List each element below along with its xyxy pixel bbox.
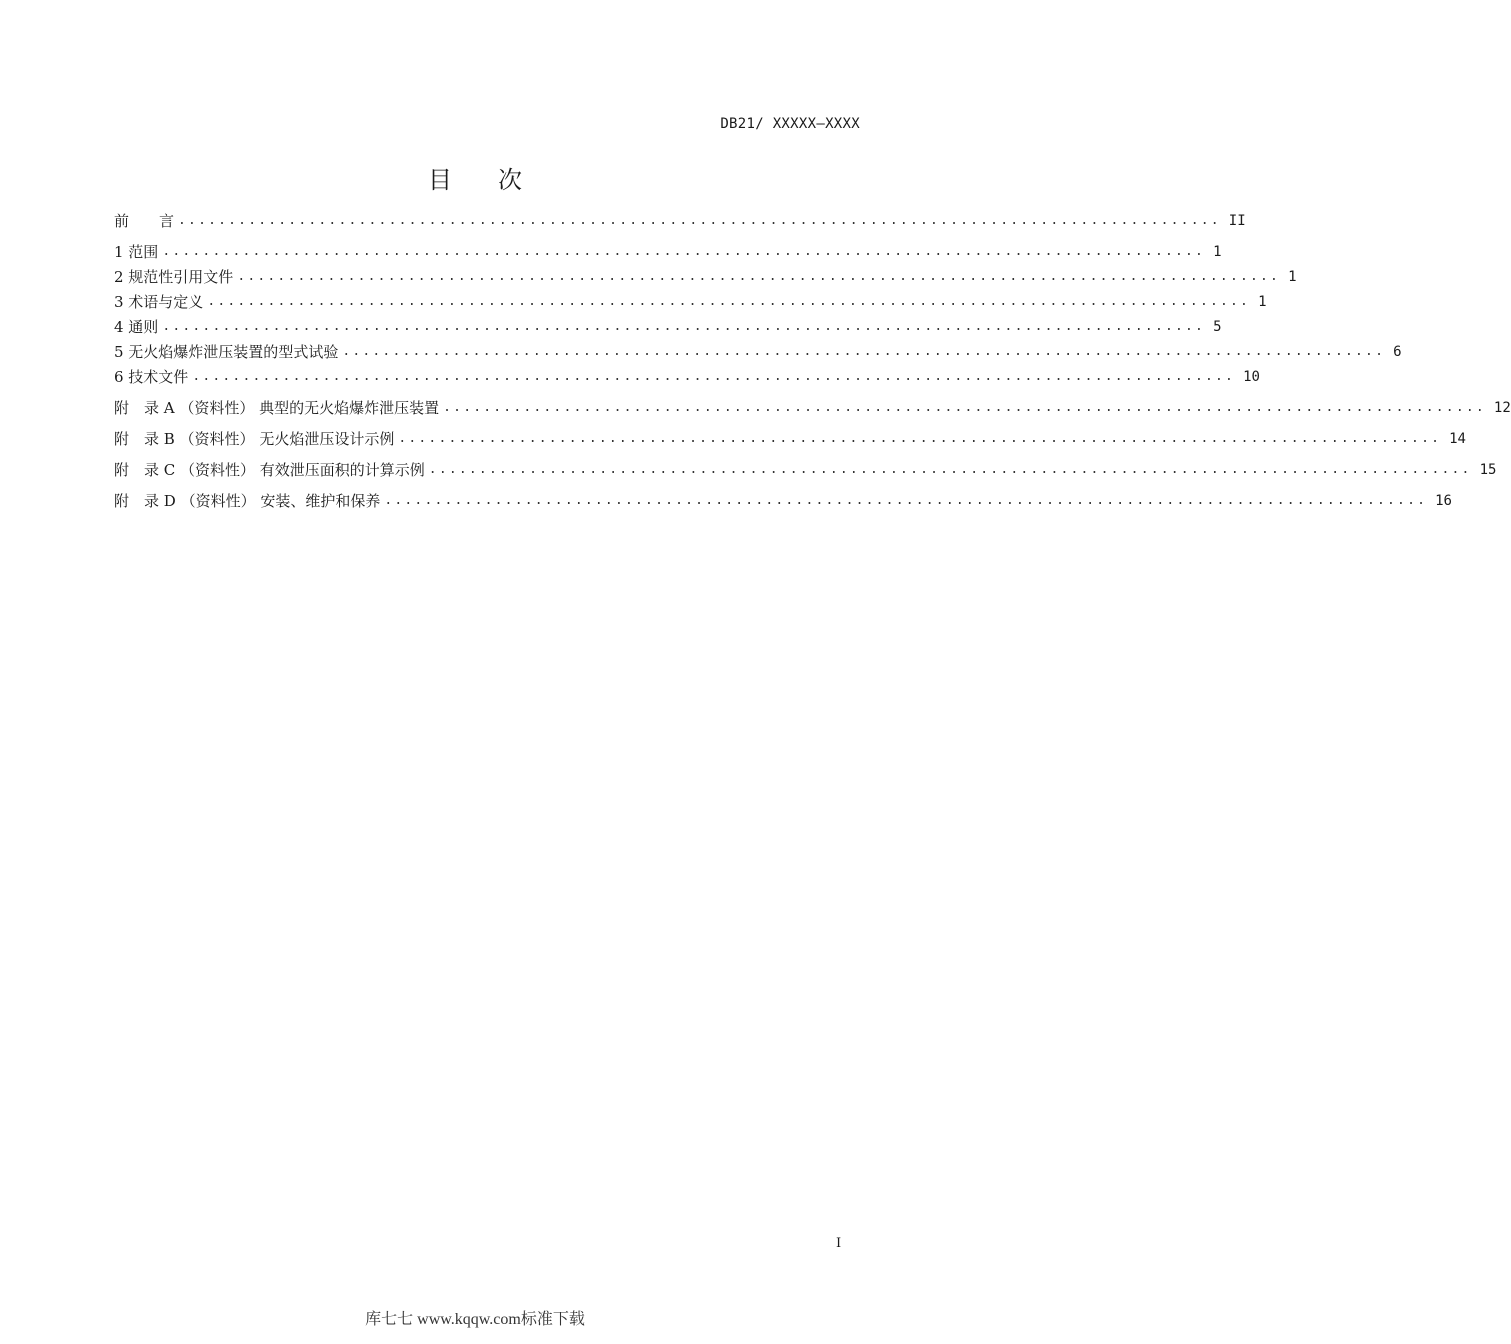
toc-leader-dots: ........................................................................................................ (162, 319, 1206, 334)
toc-entry-terms[interactable] (114, 291, 1267, 313)
toc-entry-label: 4 通则 (114, 316, 162, 338)
toc-leader-dots: ........................................................................................................ (178, 213, 1221, 228)
toc-entry-label: 附 录 B （资料性） 无火焰泄压设计示例 (114, 428, 398, 450)
toc-entry-label: 5 无火焰爆炸泄压装置的型式试验 (114, 341, 342, 363)
toc-leader-dots: ........................................................................................................ (207, 294, 1251, 309)
toc-leader-dots: ........................................................................................................ (398, 431, 1442, 446)
toc-entry-page: 5 (1213, 319, 1222, 335)
toc-leader-dots: ........................................................................................................ (443, 400, 1486, 415)
toc-entry-foreword[interactable] (114, 210, 1246, 232)
toc-entry-page: 10 (1243, 369, 1260, 385)
toc-entry-page: 1 (1213, 244, 1222, 260)
toc-entry-technical-documents[interactable] (114, 366, 1260, 388)
toc-entry-label: 附 录 A （资料性） 典型的无火焰爆炸泄压装置 (114, 397, 443, 419)
document-code: DB21/ XXXXX—XXXX (720, 116, 860, 132)
toc-entry-scope[interactable] (114, 241, 1222, 263)
toc-entry-page: 14 (1449, 431, 1466, 447)
toc-entry-label: 前 言 (114, 210, 178, 232)
toc-entry-appendix-d[interactable] (114, 490, 1452, 512)
toc-entry-page: 1 (1258, 294, 1267, 310)
toc-entry-label: 3 术语与定义 (114, 291, 207, 313)
toc-leader-dots: ........................................................................................................ (428, 462, 1472, 477)
toc-entry-label: 附 录 C （资料性） 有效泄压面积的计算示例 (114, 459, 429, 481)
toc-entry-appendix-a[interactable] (114, 397, 1511, 419)
toc-entry-appendix-c[interactable] (114, 459, 1497, 481)
toc-entry-page: 12 (1493, 400, 1511, 416)
toc-entry-label: 2 规范性引用文件 (114, 266, 237, 288)
toc-entry-label: 1 范围 (114, 241, 162, 263)
toc-entry-type-test[interactable] (114, 341, 1402, 363)
page-number: I (836, 1236, 842, 1251)
toc-leader-dots: ........................................................................................................ (162, 244, 1206, 259)
toc-entry-label: 6 技术文件 (114, 366, 192, 388)
toc-entry-appendix-b[interactable] (114, 428, 1466, 450)
page-title: 目次 (428, 166, 568, 194)
toc-entry-page: 16 (1435, 493, 1452, 509)
toc-entry-label: 附 录 D （资料性） 安装、维护和保养 (114, 490, 384, 512)
toc-leader-dots: ........................................................................................................ (237, 269, 1281, 284)
toc-entry-page: 1 (1288, 269, 1297, 285)
toc-entry-page: II (1228, 213, 1246, 229)
watermark-text: 库七七 www.kqqw.com标准下载 (365, 1311, 585, 1328)
toc-entry-page: 15 (1479, 462, 1497, 478)
toc-leader-dots: ........................................................................................................ (342, 344, 1386, 359)
toc-leader-dots: ........................................................................................................ (384, 493, 1428, 508)
toc-entry-normative-references[interactable] (114, 266, 1297, 288)
toc-leader-dots: ........................................................................................................ (192, 369, 1236, 384)
toc-entry-general[interactable] (114, 316, 1222, 338)
toc-entry-page: 6 (1393, 344, 1402, 360)
